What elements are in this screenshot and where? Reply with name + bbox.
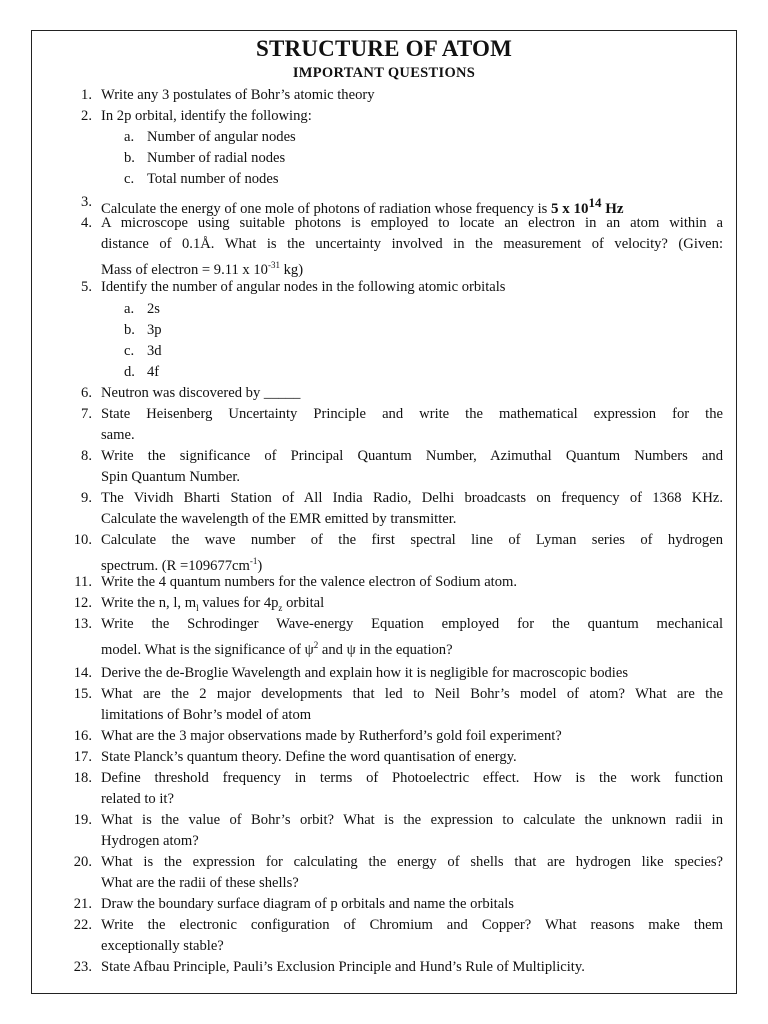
sub-item-letter: b. <box>124 150 135 166</box>
question-text: Neutron was discovered by _____ <box>101 385 301 401</box>
page-subtitle: IMPORTANT QUESTIONS <box>292 65 476 81</box>
question-number: 10. <box>73 532 92 548</box>
sub-item-letter: c. <box>124 171 135 187</box>
sub-item-text: Number of radial nodes <box>147 150 286 166</box>
question-number: 16. <box>73 728 92 744</box>
sub-item-letter: b. <box>124 322 135 338</box>
sub-item-text: 2s <box>147 301 160 317</box>
question-number: 14. <box>73 665 92 681</box>
question-text: What is the expression for calculating the energy of shells that are hydrogen like species? <box>101 854 723 870</box>
question-text: Hydrogen atom? <box>101 833 199 849</box>
question-number: 22. <box>73 917 92 933</box>
question-number: 23. <box>73 959 92 975</box>
question-text: Write the significance of Principal Quantum Number, Azimuthal Quantum Numbers and <box>101 448 723 464</box>
question-number: 20. <box>73 854 92 870</box>
sub-item-letter: a. <box>124 129 135 145</box>
sub-item-letter: a. <box>124 301 135 317</box>
sub-item-letter: c. <box>124 343 135 359</box>
question-text: Mass of electron = 9.11 x $10^{-31}$ kg) <box>101 260 304 278</box>
question-text: limitations of Bohr’s model of atom <box>101 707 312 723</box>
sub-item-text: 3d <box>147 343 162 359</box>
question-number: 21. <box>73 896 92 912</box>
sub-item-text: 4f <box>147 364 160 380</box>
question-text: What are the 2 major developments that led to Neil Bohr’s model of atom? What are the <box>101 686 723 702</box>
question-text: What are the radii of these shells? <box>101 875 299 891</box>
question-text: In 2p orbital, identify the following: <box>101 108 312 124</box>
question-text: same. <box>101 427 135 443</box>
question-text: Identify the number of angular nodes in the following atomic orbitals <box>101 279 506 295</box>
question-text: Spin Quantum Number. <box>101 469 241 485</box>
question-number: 5. <box>81 279 92 295</box>
question-text: Write the 4 quantum numbers for the valence electron of Sodium atom. <box>101 574 518 590</box>
question-number: 4. <box>81 215 92 231</box>
question-number: 18. <box>73 770 92 786</box>
question-number: 9. <box>81 490 92 506</box>
sub-item-text: Total number of nodes <box>147 171 279 187</box>
question-text: model. What is the significance of $\psi^2$ and ψ in the equation? <box>101 640 453 658</box>
question-text: Write the Schrodinger Wave-energy Equation employed for the quantum mechanical <box>101 616 723 632</box>
page-title: STRUCTURE OF ATOM <box>255 36 512 61</box>
question-number: 8. <box>81 448 92 464</box>
question-number: 13. <box>73 616 92 632</box>
question-number: 7. <box>81 406 92 422</box>
question-text: The Vividh Bharti Station of All India Radio, Delhi broadcasts on frequency of 1368 KHz. <box>101 490 723 506</box>
question-text: spectrum. $(R =109677cm^{-1})$ <box>101 556 263 574</box>
question-text: Calculate the wave number of the first spectral line of Lyman series of hydrogen <box>101 532 723 548</box>
sub-item-letter: d. <box>124 364 135 380</box>
question-text: A microscope using suitable photons is employed to locate an electron in an atom within a <box>101 215 723 231</box>
question-text: related to it? <box>101 791 174 807</box>
question-text: Define threshold frequency in terms of Photoelectric effect. How is the work function <box>101 770 723 786</box>
question-number: 11. <box>74 574 92 590</box>
question-text: State Afbau Principle, Pauli’s Exclusion Principle and Hund’s Rule of Multiplicity. <box>101 959 585 975</box>
question-text: Draw the boundary surface diagram of p orbitals and name the orbitals <box>101 896 514 912</box>
question-text: What is the value of Bohr’s orbit? What is the expression to calculate the unknown radii in <box>101 812 723 828</box>
question-text: State Planck’s quantum theory. Define the word quantisation of energy. <box>101 749 517 765</box>
question-text: State Heisenberg Uncertainty Principle and write the mathematical expression for the <box>101 406 723 422</box>
question-text: Write the electronic configuration of Chromium and Copper? What reasons make them <box>101 917 723 933</box>
question-text: Calculate the energy of one mole of photons of radiation whose frequency is 5 x $10^{14}$ Hz <box>101 195 624 217</box>
question-text: exceptionally stable? <box>101 938 224 954</box>
question-text: Write any 3 postulates of Bohr’s atomic theory <box>101 87 375 103</box>
question-number: 1. <box>81 87 92 103</box>
sub-item-text: Number of angular nodes <box>147 129 296 145</box>
question-number: 6. <box>81 385 92 401</box>
question-text: distance of 0.1Å. What is the uncertainty involved in the measurement of velocity? (Given: <box>101 236 723 252</box>
question-number: 3. <box>81 194 92 210</box>
sub-item-text: 3p <box>147 322 162 338</box>
question-number: 19. <box>73 812 92 828</box>
question-text: Derive the de-Broglie Wavelength and explain how it is negligible for macroscopic bodies <box>101 665 629 681</box>
question-number: 12. <box>73 595 92 611</box>
question-number: 15. <box>73 686 92 702</box>
question-text: Write the n, l, $m_l$ values for $4p_z$ orbital <box>101 595 325 613</box>
question-number: 17. <box>73 749 92 765</box>
question-number: 2. <box>81 108 92 124</box>
question-text: What are the 3 major observations made by Rutherford’s gold foil experiment? <box>101 728 562 744</box>
question-text: Calculate the wavelength of the EMR emitted by transmitter. <box>101 511 457 527</box>
frequency-value: 5 x $10^{14}$ Hz <box>550 195 624 217</box>
